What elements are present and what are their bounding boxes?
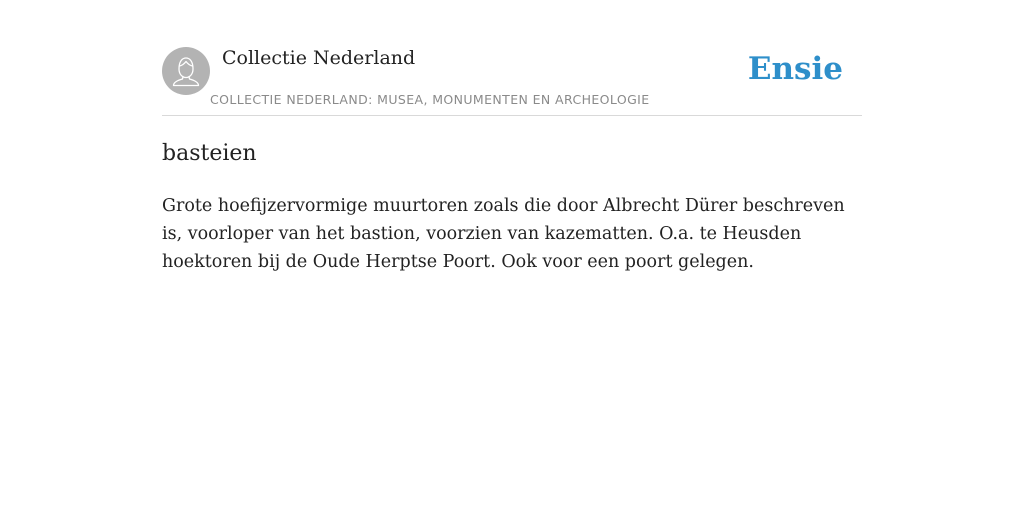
author-name-link[interactable]: Collectie Nederland <box>222 47 416 69</box>
entry-term: basteien <box>162 141 257 166</box>
brand-logo-link[interactable]: Ensie <box>747 51 843 87</box>
user-silhouette-icon <box>162 47 210 95</box>
source-label[interactable]: COLLECTIE NEDERLAND: MUSEA, MONUMENTEN EN ARCHEOLOGIE <box>210 92 650 107</box>
avatar[interactable] <box>162 47 210 95</box>
header <box>162 40 862 116</box>
entry-definition: Grote hoefijzervormige muurtoren zoals die door Albrecht Dürer beschreven is, voorloper van het bastion, voorzien van kazematten. O.a. te Heusden hoektoren bij de Oude Herptse Poort. Ook voor een poort gelegen. <box>162 196 845 272</box>
